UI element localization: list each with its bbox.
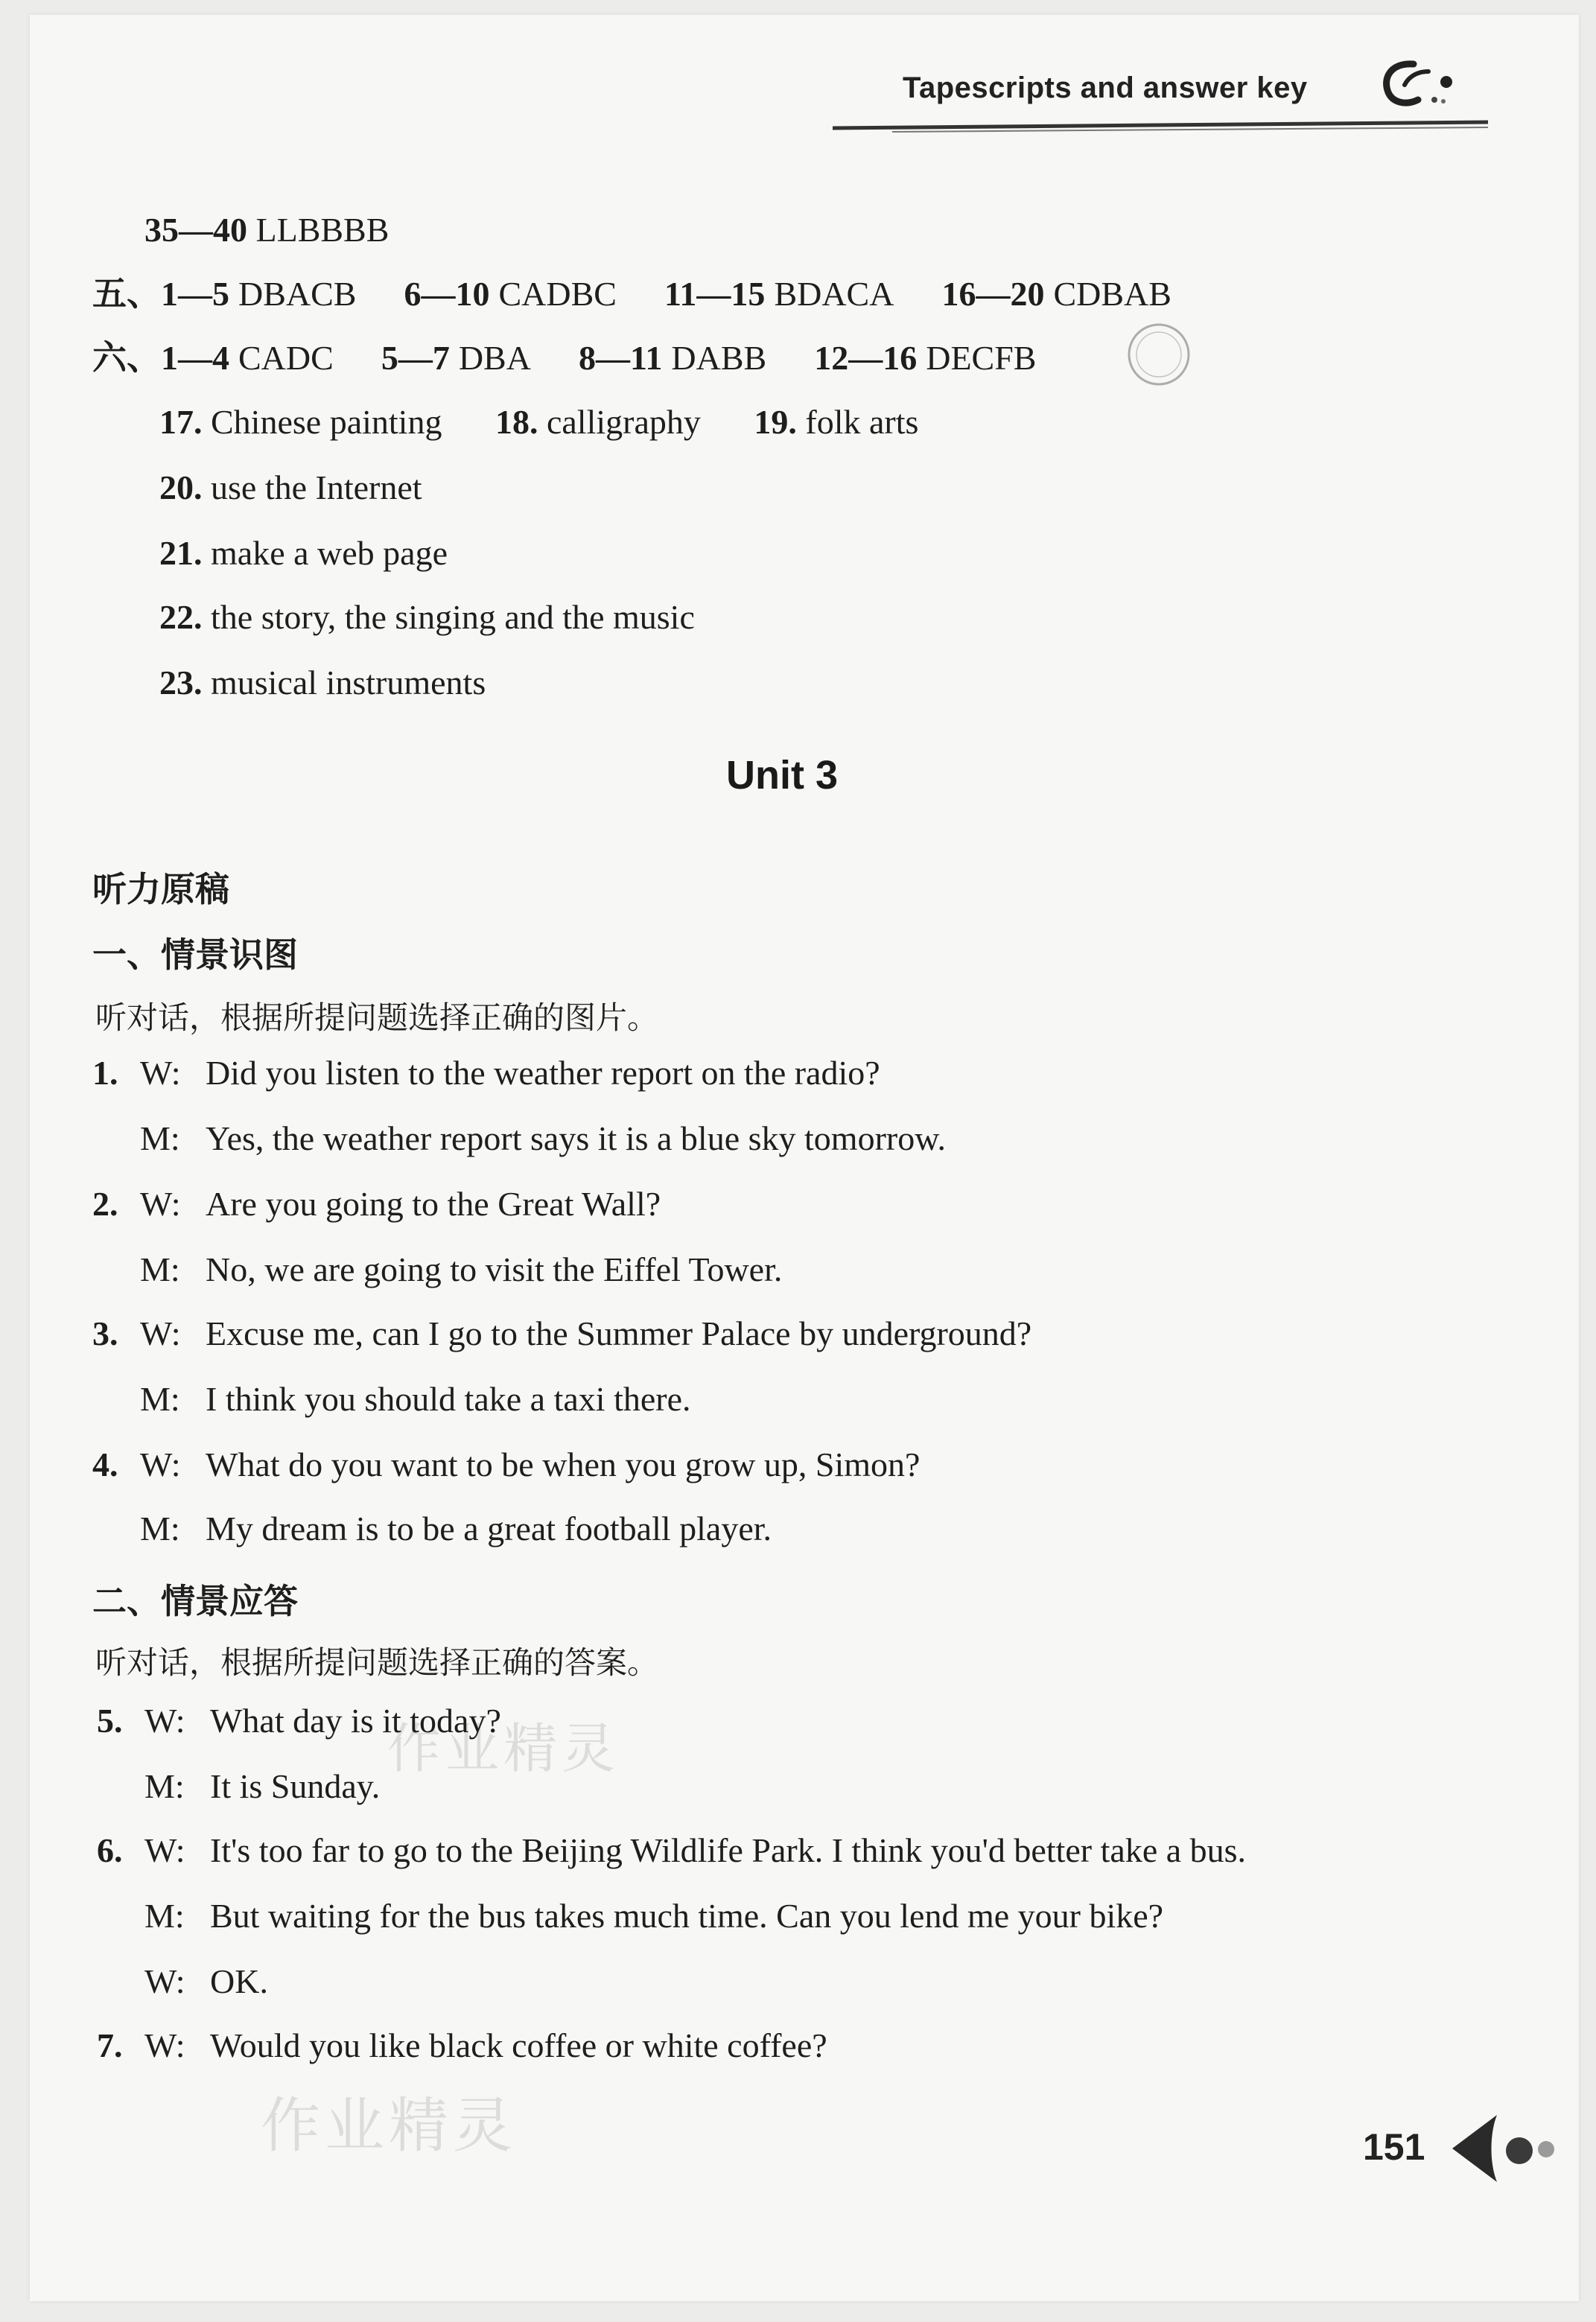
header-rule	[833, 119, 1488, 134]
dialogue-line: 1. W: Did you listen to the weather report on the radio?	[92, 1054, 880, 1092]
answer-section-6	[92, 341, 1036, 375]
answer-group: 1—4 CADC	[161, 339, 334, 377]
fill-answer-23: 23. musical instruments	[159, 664, 486, 702]
part1-title: 一、情景识图	[92, 935, 298, 975]
dialogue-line: 4. W: What do you want to be when you grow up, Simon?	[92, 1445, 921, 1483]
answer-group: 8—11 DABB	[578, 339, 767, 377]
running-header-title: Tapescripts and answer key	[903, 71, 1308, 104]
dialogue-line: M: I think you should take a taxi there.	[140, 1380, 691, 1418]
answer-group: 5—7 DBA	[381, 339, 531, 377]
fill-answer-row-17-19: 17. Chinese painting 18. calligraphy 19. folk arts	[159, 403, 919, 441]
dialogue-line: M: But waiting for the bus takes much time. Can you lend me your bike?	[144, 1897, 1164, 1935]
answer-range: 35—40	[144, 211, 247, 249]
page-number: 151	[1363, 2126, 1425, 2168]
dialogue-line: 7. W: Would you like black coffee or white coffee?	[97, 2026, 827, 2064]
dialogue-line: 3. W: Excuse me, can I go to the Summer Palace by underground?	[92, 1314, 1032, 1352]
fill-answer-22: 22. the story, the singing and the music	[159, 598, 695, 636]
fill-answer-20: 20. use the Internet	[159, 468, 422, 506]
answer-group: 11—15 BDACA	[664, 275, 894, 313]
section-label: 六、	[92, 339, 161, 377]
fill-answer-21: 21. make a web page	[159, 534, 448, 572]
answer-group: 6—10 CADBC	[404, 275, 617, 313]
swoosh-logo-icon	[1369, 55, 1466, 115]
part1-instruction: 听对话，根据所提问题选择正确的图片。	[95, 999, 659, 1036]
dialogue-line: M: Yes, the weather report says it is a blue sky tomorrow.	[140, 1119, 946, 1157]
stamp-seal-icon	[1123, 319, 1195, 390]
watermark: 作业精灵	[261, 2091, 517, 2160]
dialogue-line: M: No, we are going to visit the Eiffel Tower.	[140, 1250, 783, 1288]
answer-line-35-40	[144, 213, 389, 247]
dialogue-line: 2. W: Are you going to the Great Wall?	[92, 1185, 661, 1223]
section-label: 五、	[92, 275, 161, 313]
dialogue-line: M: My dream is to be a great football player.	[140, 1510, 772, 1548]
answer-section-5	[92, 277, 1171, 311]
tapescript-heading: 听力原稿	[92, 869, 229, 909]
part2-title: 二、情景应答	[92, 1581, 298, 1621]
part2-instruction: 听对话，根据所提问题选择正确的答案。	[95, 1644, 659, 1681]
dialogue-line: M: It is Sunday.	[144, 1767, 381, 1805]
page-arrow-icon	[1445, 2108, 1557, 2189]
answer-group: 12—16 DECFB	[814, 339, 1037, 377]
dialogue-line: W: OK.	[144, 1962, 268, 2000]
unit-title: Unit 3	[725, 753, 838, 798]
dialogue-line: 6. W: It's too far to go to the Beijing Wildlife Park. I think you'd better take a bus.	[97, 1831, 1247, 1869]
answer-group: 16—20 CDBAB	[941, 275, 1171, 313]
answer-group: 1—5 DBACB	[161, 275, 357, 313]
answer-letters: LLBBBB	[255, 211, 390, 249]
watermark: 作业精灵	[387, 1717, 620, 1780]
dialogue-line: 5. W: What day is it today?	[97, 1702, 501, 1740]
